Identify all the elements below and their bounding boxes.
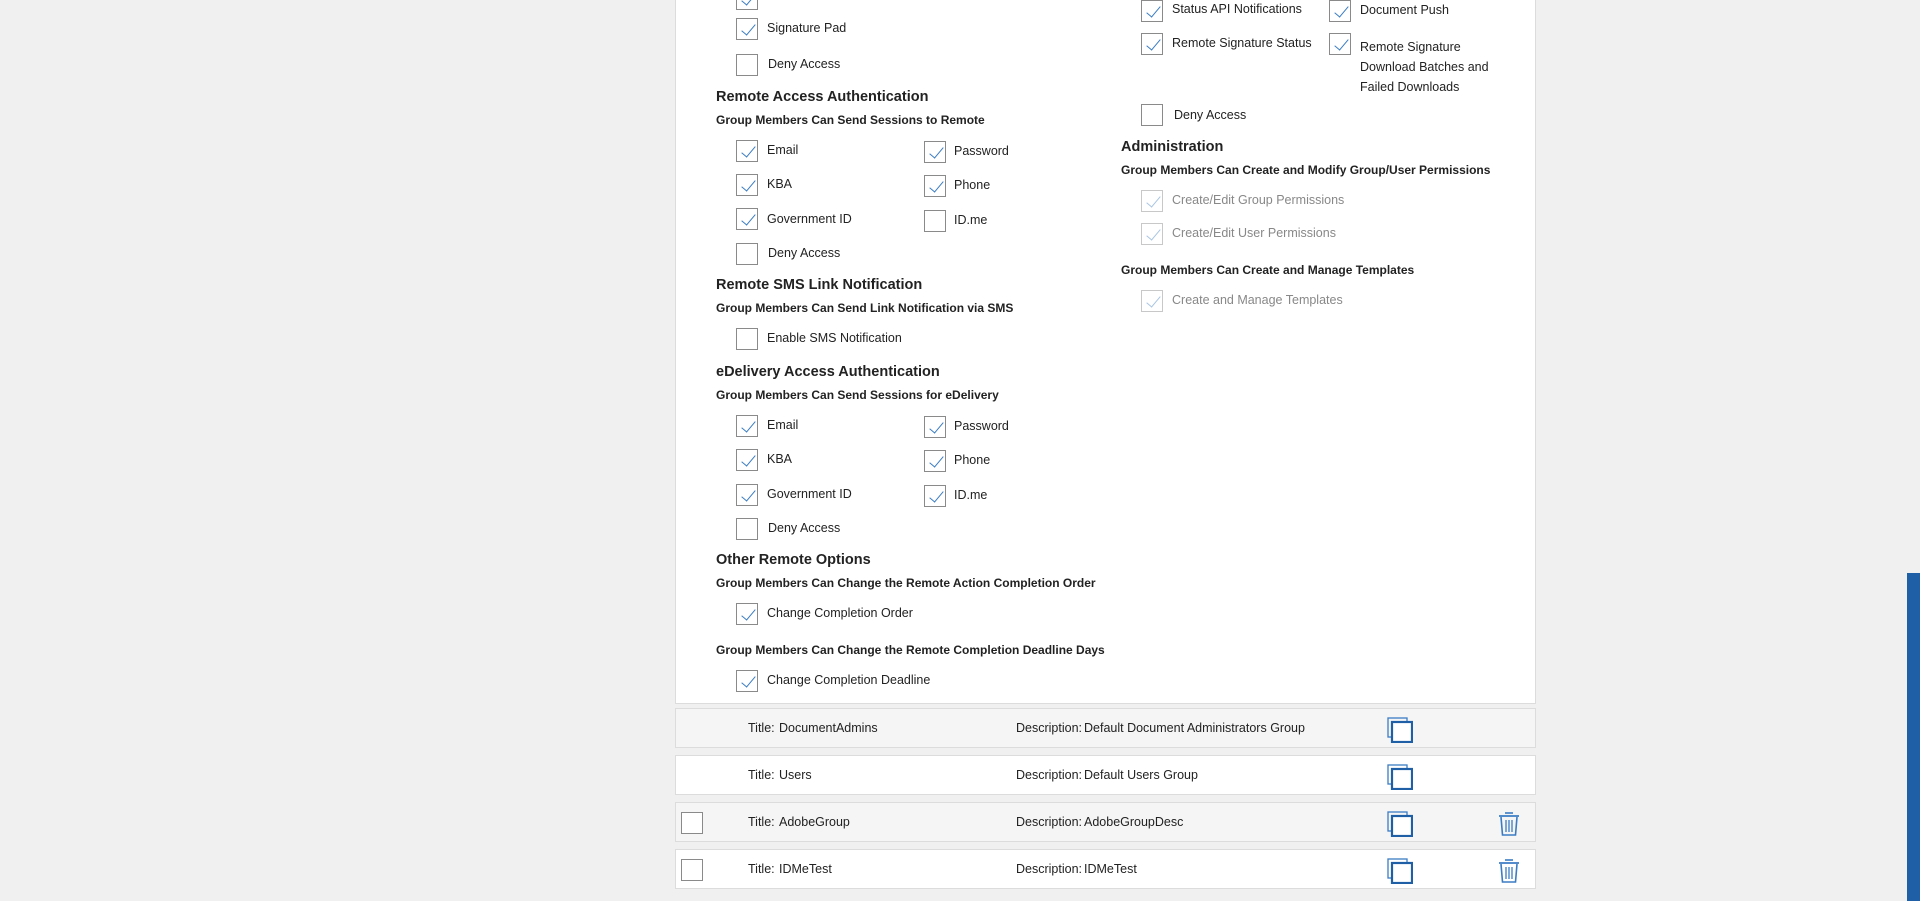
administration-title: Administration [1121,139,1224,155]
edelivery-government-id-checkbox[interactable] [736,484,758,506]
edelivery-deny-access-label: Deny Access [768,521,841,535]
change-completion-order-checkbox[interactable] [736,603,758,625]
edelivery-idme-label: ID.me [954,488,988,502]
create-manage-templates-label: Create and Manage Templates [1172,293,1343,307]
group-title-prefix: Title: [748,862,775,876]
group-description-prefix: Description: [1016,768,1082,782]
copy-icon[interactable] [1387,717,1413,743]
edelivery-email-checkbox[interactable] [736,415,758,437]
group-row-adobegroup[interactable] [675,802,1536,842]
group-title-prefix: Title: [748,768,775,782]
administration-subtitle: Group Members Can Create and Modify Group/User Permissions [1121,163,1491,177]
remote-email-checkbox[interactable] [736,140,758,162]
remote-password-checkbox[interactable] [924,141,946,163]
templates-subtitle: Group Members Can Create and Manage Templates [1121,263,1415,277]
group-title: Users [779,768,812,782]
edelivery-idme-checkbox[interactable] [924,485,946,507]
edelivery-kba-checkbox[interactable] [736,449,758,471]
edelivery-phone-label: Phone [954,453,991,467]
group-description: Default Document Administrators Group [1084,721,1305,735]
edelivery-email-label: Email [767,418,799,432]
group-description-prefix: Description: [1016,862,1082,876]
group-title-prefix: Title: [748,721,775,735]
edelivery-subtitle: Group Members Can Send Sessions for eDelivery [716,388,999,402]
remote-government-id-label: Government ID [767,212,852,226]
copy-icon[interactable] [1387,811,1413,837]
group-description-prefix: Description: [1016,721,1082,735]
group-title: IDMeTest [779,862,832,876]
edelivery-title: eDelivery Access Authentication [716,364,940,380]
change-completion-deadline-checkbox[interactable] [736,670,758,692]
group-description: AdobeGroupDesc [1084,815,1184,829]
create-edit-user-permissions-checkbox[interactable] [1141,223,1163,245]
edelivery-government-id-label: Government ID [767,487,852,501]
notifications-deny-access-label: Deny Access [1174,108,1247,122]
trash-icon[interactable] [1498,811,1520,837]
document-push-label: Document Push [1360,3,1449,17]
trash-icon[interactable] [1498,858,1520,884]
remote-deny-access-checkbox[interactable] [736,243,758,265]
group-title: AdobeGroup [779,815,850,829]
signature-pad-label: Signature Pad [767,21,847,35]
edelivery-password-checkbox[interactable] [924,416,946,438]
create-edit-group-permissions-label: Create/Edit Group Permissions [1172,193,1345,207]
remote-email-label: Email [767,143,799,157]
group-row-documentadmins[interactable] [675,708,1536,748]
status-api-notifications-label: Status API Notifications [1172,2,1302,16]
create-manage-templates-checkbox[interactable] [1141,290,1163,312]
group-description-prefix: Description: [1016,815,1082,829]
enable-sms-checkbox[interactable] [736,328,758,350]
status-api-notifications-checkbox[interactable] [1141,0,1163,22]
remote-password-label: Password [954,144,1009,158]
sms-title: Remote SMS Link Notification [716,277,923,293]
edelivery-password-label: Password [954,419,1009,433]
group-title: DocumentAdmins [779,721,878,735]
create-edit-group-permissions-checkbox[interactable] [1141,190,1163,212]
permissions-panel [675,0,1536,704]
other-remote-title: Other Remote Options [716,552,871,568]
remote-signature-status-checkbox[interactable] [1141,33,1163,55]
document-push-checkbox[interactable] [1329,0,1351,22]
remote-signature-download-line-3: Failed Downloads [1360,80,1460,94]
create-edit-user-permissions-label: Create/Edit User Permissions [1172,226,1336,240]
remote-access-subtitle: Group Members Can Send Sessions to Remote [716,113,985,127]
other-remote-subtitle-deadline: Group Members Can Change the Remote Completion Deadline Days [716,643,1105,657]
group-description: IDMeTest [1084,862,1137,876]
checkbox-partial-top[interactable] [736,0,758,10]
edelivery-deny-access-checkbox[interactable] [736,518,758,540]
remote-phone-checkbox[interactable] [924,175,946,197]
group-description: Default Users Group [1084,768,1198,782]
group-row-idmetest[interactable] [675,849,1536,889]
remote-government-id-checkbox[interactable] [736,208,758,230]
scrollbar-thumb[interactable] [1907,573,1920,901]
copy-icon[interactable] [1387,764,1413,790]
remote-idme-label: ID.me [954,213,988,227]
signature-deny-access-label: Deny Access [768,57,841,71]
edelivery-phone-checkbox[interactable] [924,450,946,472]
remote-idme-checkbox[interactable] [924,210,946,232]
edelivery-kba-label: KBA [767,452,793,466]
change-completion-order-label: Change Completion Order [767,606,913,620]
remote-signature-download-label [1360,37,1489,97]
change-completion-deadline-label: Change Completion Deadline [767,673,931,687]
sms-subtitle: Group Members Can Send Link Notification via SMS [716,301,1014,315]
group-title-prefix: Title: [748,815,775,829]
remote-deny-access-label: Deny Access [768,246,841,260]
remote-signature-download-checkbox[interactable] [1329,33,1351,55]
remote-signature-download-line-2: Download Batches and [1360,60,1489,74]
remote-signature-download-line-1: Remote Signature [1360,40,1461,54]
signature-pad-checkbox[interactable] [736,18,758,40]
remote-kba-label: KBA [767,177,793,191]
remote-kba-checkbox[interactable] [736,174,758,196]
group-select-checkbox[interactable] [681,812,703,834]
group-row-users[interactable] [675,755,1536,795]
remote-phone-label: Phone [954,178,991,192]
copy-icon[interactable] [1387,858,1413,884]
remote-access-title: Remote Access Authentication [716,89,929,105]
remote-signature-status-label: Remote Signature Status [1172,36,1312,50]
other-remote-subtitle-order: Group Members Can Change the Remote Action Completion Order [716,576,1096,590]
group-select-checkbox[interactable] [681,859,703,881]
signature-deny-access-checkbox[interactable] [736,54,758,76]
notifications-deny-access-checkbox[interactable] [1141,104,1163,126]
enable-sms-label: Enable SMS Notification [767,331,902,345]
